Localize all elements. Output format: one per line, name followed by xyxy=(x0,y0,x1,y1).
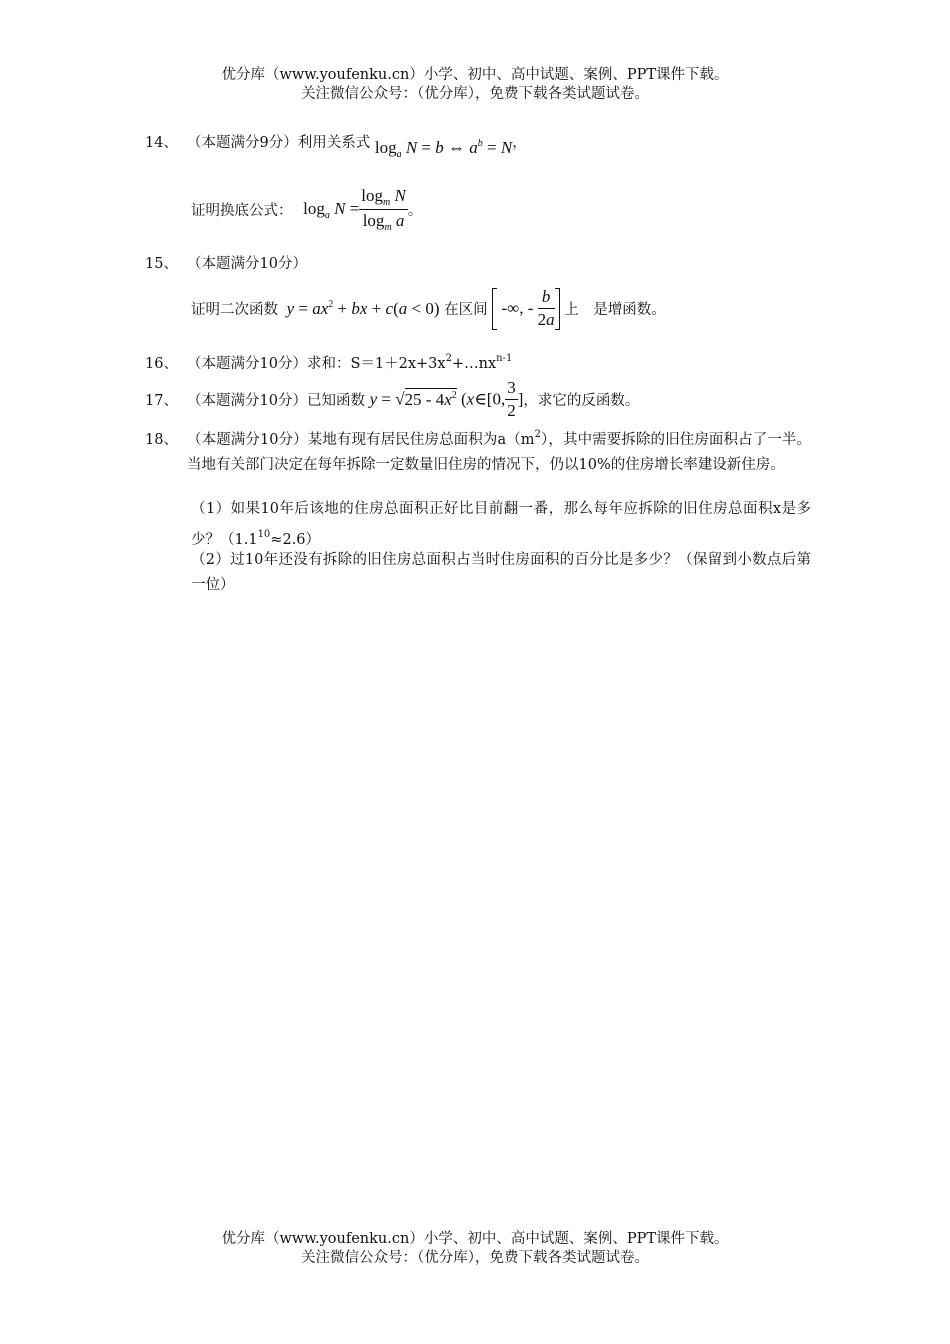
q18-text-b: ），其中需要拆除的旧住房面积占了一半。当地有关部门决定在每年拆除一定数量旧住房的情况下，仍以10%的住房增长率建设新住房。 xyxy=(187,432,812,473)
q14-proof-line xyxy=(191,186,422,233)
q18-text: （本题满分10分）某地有现有居民住房总面积为a（m xyxy=(187,432,535,448)
q18-body xyxy=(187,422,811,478)
q15-number: 15、 xyxy=(145,256,178,272)
header-line-1: 优分库（www.youfenku.cn）小学、初中、高中试题、案例、PPT课件下载。 xyxy=(221,67,729,83)
q16-text: （本题满分10分）求和：S＝1＋2x+3x xyxy=(187,356,446,372)
q15-prove-label: 证明二次函数 xyxy=(191,302,278,318)
q15-mid: 在区间 xyxy=(444,302,488,318)
q18-sup: 2 xyxy=(534,429,541,440)
header-line-2: 关注微信公众号：（优分库），免费下载各类试题试卷。 xyxy=(301,86,649,102)
interval-formula: -∞, - $\frac{b}{2a}$ xyxy=(492,287,559,330)
q14-period: 。 xyxy=(407,203,423,219)
sqrt-function-formula: $y = √25 - 4x^2$ (x∈[0, xyxy=(369,389,506,409)
q18-part1-sup: 10 xyxy=(257,529,271,540)
page-footer xyxy=(0,1230,950,1268)
q17-text: （本题满分10分）已知函数 xyxy=(187,393,365,409)
quadratic-function-formula: $y = ax^2$ + bx + c(a < 0) xyxy=(286,298,440,318)
q16-line xyxy=(187,352,512,373)
q14-line xyxy=(187,131,527,160)
change-of-base-fraction: $\frac{\log_m N}{\log_m a}$ xyxy=(361,186,406,233)
q15-text: （本题满分10分） xyxy=(187,256,307,272)
q18-part1-end: ≈2.6） xyxy=(270,532,321,548)
q18-number: 18、 xyxy=(145,432,178,448)
q18-part-2 xyxy=(191,548,811,598)
q18-part1-text: （1）如果10年后该地的住房总面积正好比目前翻一番，那么每年应拆除的旧住房总面积x是多少？（1.1 xyxy=(191,501,811,548)
q18-part-1 xyxy=(191,497,811,553)
q15-proof-line xyxy=(191,287,666,330)
q17-line: （本题满分10分）已知函数 $y = √25 - 4x^2$ (x∈[0, $\frac{3}{2}$ ]，求它的反函数。 xyxy=(187,378,640,420)
q14-prove-label: 证明换底公式： xyxy=(191,203,293,219)
page-header xyxy=(0,66,950,104)
q14-comma: ， xyxy=(512,135,527,151)
q16-exponent-2: 2 xyxy=(445,353,452,364)
q16-exponent-n: n-1 xyxy=(496,353,513,364)
q17-number: 17、 xyxy=(145,393,178,409)
q15-end: 上 是增函数。 xyxy=(564,302,666,318)
footer-line-1: 优分库（www.youfenku.cn）小学、初中、高中试题、案例、PPT课件下载。 xyxy=(221,1231,729,1247)
change-of-base-formula: $\log_a N$ = xyxy=(303,198,360,221)
q14-number: 14、 xyxy=(145,135,178,151)
q16-number: 16、 xyxy=(145,356,178,372)
q14-formula: $\log_a N = b$ ⇔ $a^b = N$ xyxy=(374,138,513,160)
footer-line-2: 关注微信公众号：（优分库），免费下载各类试题试卷。 xyxy=(301,1250,649,1266)
q17-end: ，求它的反函数。 xyxy=(523,393,640,409)
q16-text-2: +…nx xyxy=(451,356,497,372)
q14-text: （本题满分9分）利用关系式 xyxy=(187,135,371,151)
q17-fraction: $\frac{3}{2}$ xyxy=(507,378,516,420)
q18-part2-text: （2）过10年还没有拆除的旧住房总面积占当时住房面积的百分比是多少？（保留到小数点后第一位） xyxy=(191,552,811,593)
